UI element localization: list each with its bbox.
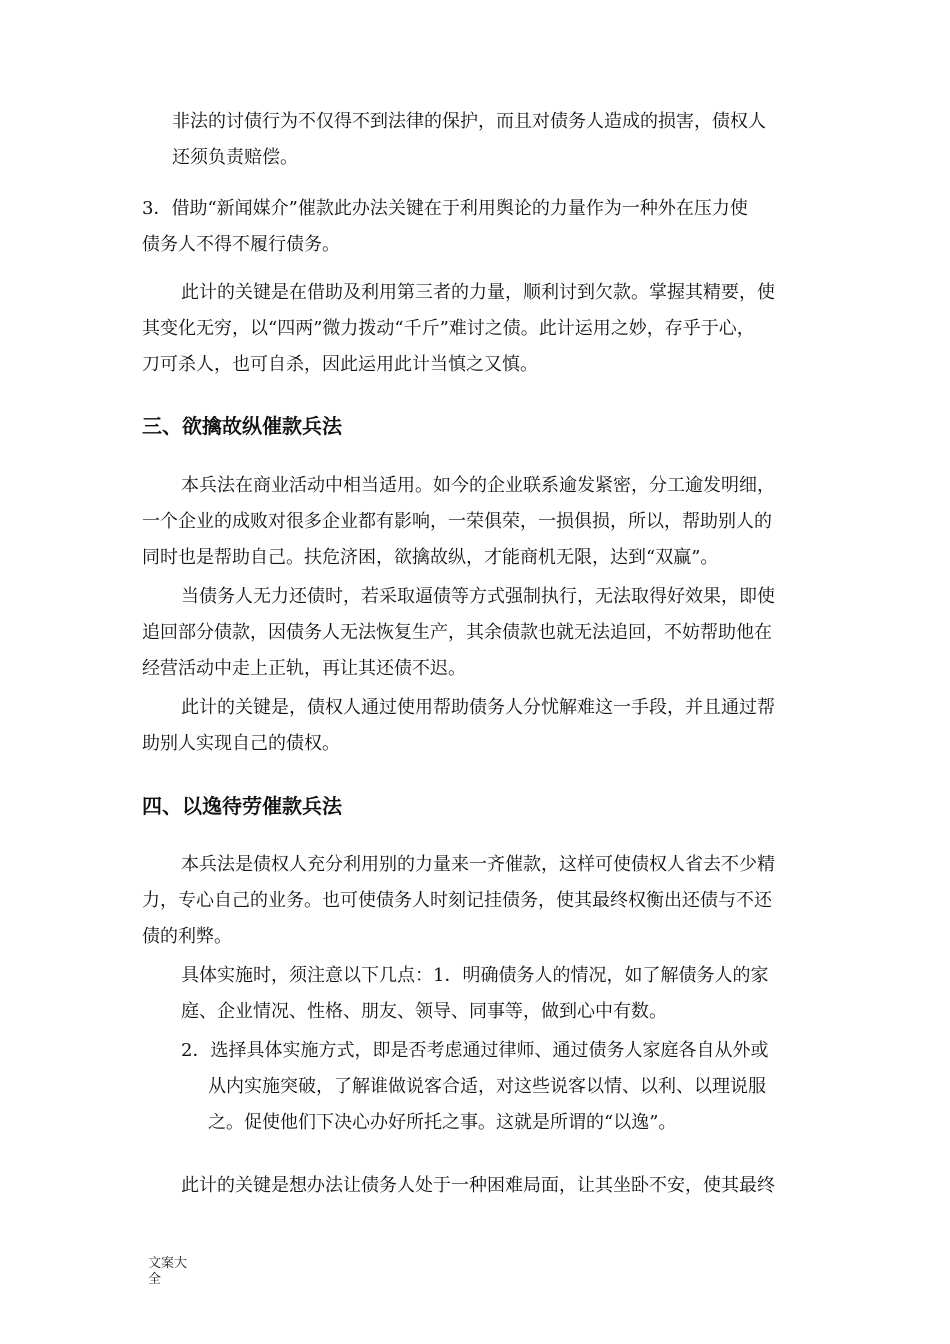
section-heading: 四、以逸待劳催款兵法 xyxy=(142,794,342,818)
text-line: 此计的关键是想办法让债务人处于一种困难局面，让其坐卧不安，使其最终 xyxy=(181,1175,775,1196)
text-line: 非法的讨债行为不仅得不到法律的保护，而且对债务人造成的损害，债权人 xyxy=(172,111,766,132)
text-line: 其变化无穷，以“四两”微力拨动“千斤”难讨之债。此计运用之妙，存乎于心， xyxy=(142,318,755,339)
text-line: 本兵法是债权人充分利用别的力量来一齐催款，这样可使债权人省去不少精 xyxy=(181,854,775,875)
list-item: 债务人不得不履行债务。 xyxy=(142,234,340,255)
section-heading: 三、欲擒故纵催款兵法 xyxy=(142,414,342,438)
text-line: 刀可杀人，也可自杀，因此运用此计当慎之又慎。 xyxy=(142,354,538,375)
text-line: 经营活动中走上正轨，再让其还债不迟。 xyxy=(142,658,466,679)
text-line: 此计的关键是在借助及利用第三者的力量，顺利讨到欠款。掌握其精要，使 xyxy=(181,282,775,303)
list-item: 之。促使他们下决心办好所托之事。这就是所谓的“以逸”。 xyxy=(208,1112,677,1133)
text-line: 本兵法在商业活动中相当适用。如今的企业联系逾发紧密，分工逾发明细， xyxy=(181,475,775,496)
list-item: 2．选择具体实施方式，即是否考虑通过律师、通过债务人家庭各自从外或 xyxy=(181,1040,769,1061)
text-line: 具体实施时，须注意以下几点：1．明确债务人的情况，如了解债务人的家 xyxy=(181,965,769,986)
list-item: 3．借助“新闻媒介”催款此办法关键在于利用舆论的力量作为一种外在压力使 xyxy=(142,198,748,219)
text-line: 当债务人无力还债时，若采取逼债等方式强制执行，无法取得好效果，即使 xyxy=(181,586,775,607)
text-line: 此计的关键是，债权人通过使用帮助债务人分忧解难这一手段，并且通过帮 xyxy=(181,697,775,718)
text-line: 债的利弊。 xyxy=(142,926,232,947)
text-line: 助别人实现自己的债权。 xyxy=(142,733,340,754)
text-line: 同时也是帮助自己。扶危济困，欲擒故纵，才能商机无限，达到“双赢”。 xyxy=(142,547,719,568)
text-line: 一个企业的成败对很多企业都有影响，一荣俱荣，一损俱损，所以，帮助别人的 xyxy=(142,511,772,532)
text-line: 庭、企业情况、性格、朋友、领导、同事等，做到心中有数。 xyxy=(181,1001,667,1022)
list-item: 从内实施突破，了解谁做说客合适，对这些说客以情、以利、以理说服 xyxy=(208,1076,766,1097)
text-line: 力，专心自己的业务。也可使债务人时刻记挂债务，使其最终权衡出还债与不还 xyxy=(142,890,772,911)
text-line: 还须负责赔偿。 xyxy=(172,147,298,168)
page-footer: 文案大全 xyxy=(148,1256,188,1287)
text-line: 追回部分债款，因债务人无法恢复生产，其余债款也就无法追回，不妨帮助他在 xyxy=(142,622,772,643)
